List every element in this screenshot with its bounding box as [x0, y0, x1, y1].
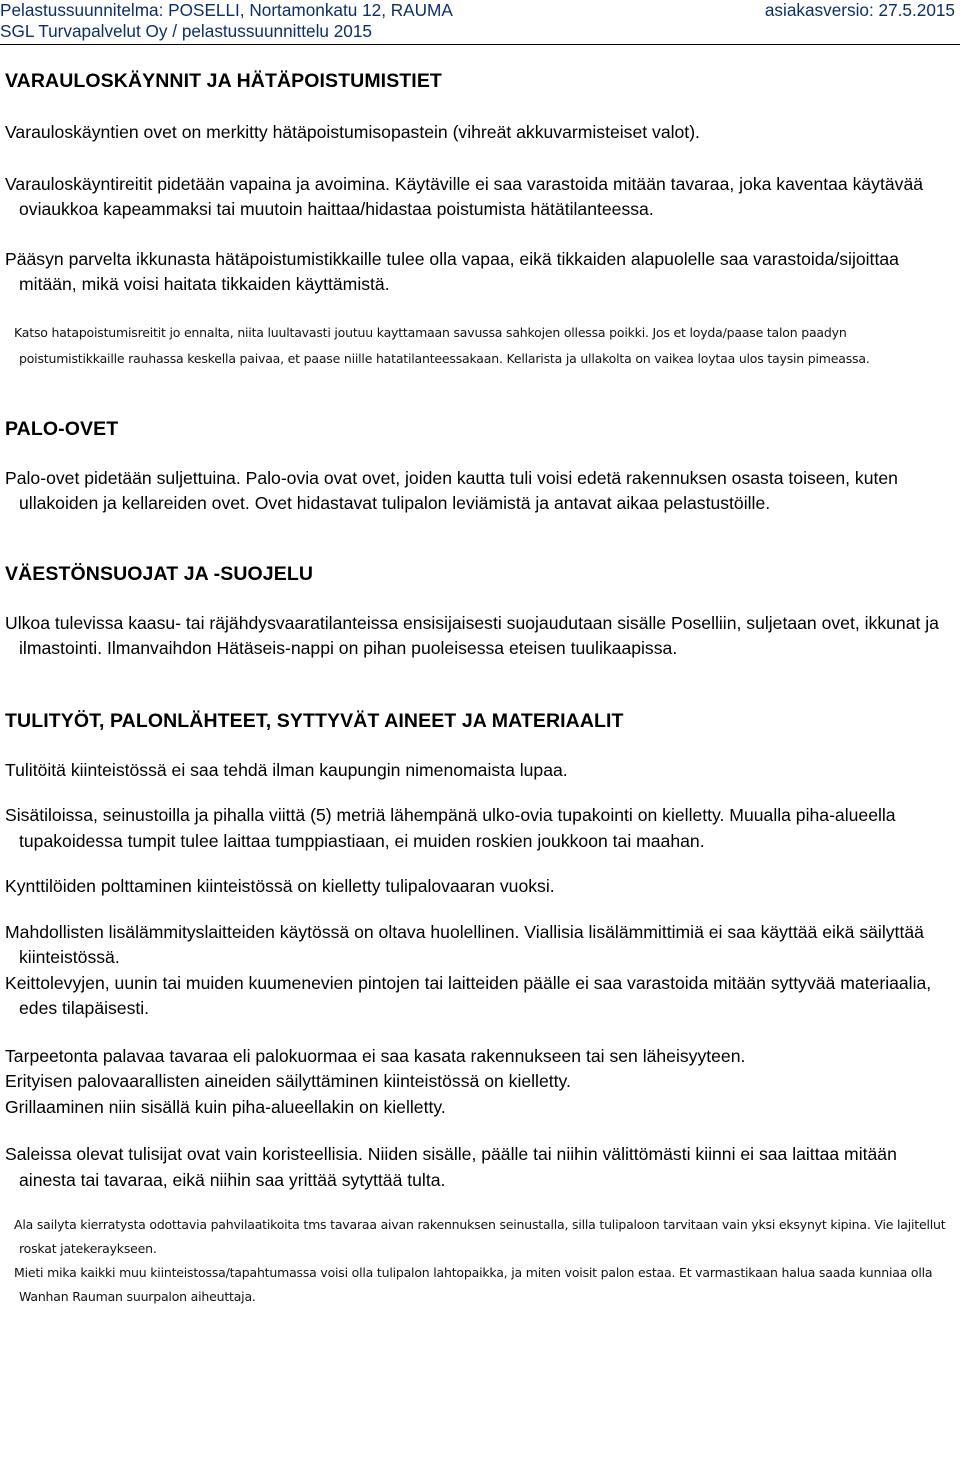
section-fire-doors	[5, 414, 955, 517]
hot-work-paragraph-2: Sisätiloissa, seinustoilla ja pihalla viittä (5) metriä lähempänä ulko-ovia tupakointi on kielletty. Muualla piha-alueella tupakoidessa tumpit tulee laittaa tumppiastiaan, ei muiden roskien joukkoon tai maahan.	[5, 805, 896, 851]
heading-fire-doors: PALO-OVET	[5, 417, 119, 440]
heading-emergency-exits: VARAULOSKÄYNNIT JA HÄTÄPOISTUMISTIET	[5, 70, 442, 92]
exits-paragraph-1: Varauloskäyntien ovet on merkitty hätäpoistumisopastein (vihreät akkuvarmisteiset valot).	[5, 122, 700, 142]
section-emergency-exits	[5, 66, 955, 372]
hot-work-paragraph-8: Grillaaminen niin sisällä kuin piha-alueellakin on kielletty.	[5, 1096, 446, 1117]
exits-paragraph-2: Varauloskäyntireitit pidetään vapaina ja avoimina. Käytäville ei saa varastoida mitään tavaraa, joka kaventaa käytävää oviaukkoa kapeammaksi tai muutoin haittaa/hidastaa poistumista hätätilanteessa.	[5, 173, 924, 219]
hot-work-paragraph-5: Keittolevyjen, uunin tai muiden kuumenevien pintojen tai laitteiden päälle ei saa varastoida mitään syttyvää materiaalia, edes tilapäisesti.	[5, 972, 932, 1018]
exits-paragraph-3: Pääsyn parvelta ikkunasta hätäpoistumistikkaille tulee olla vapaa, eikä tikkaiden alapuolelle saa varastoida/sijoittaa mitään, mikä voisi haitata tikkaiden käyttämistä.	[5, 248, 899, 294]
header-divider	[0, 44, 960, 45]
section-hot-work	[5, 706, 955, 1310]
document-body	[5, 64, 955, 1309]
hot-work-paragraph-7: Erityisen palovaarallisten aineiden säilyttäminen kiinteistössä on kielletty.	[5, 1071, 571, 1091]
hot-work-paragraph-3: Kynttilöiden polttaminen kiinteistössä on kielletty tulipalovaaran vuoksi.	[5, 876, 555, 896]
hot-work-note-2: Mieti mika kaikki muu kiinteistossa/tapahtumassa voisi olla tulipalon lahtopaikka, ja miten voisit palon estaa. Et varmastikaan halua saada kunniaa olla Wanhan Rauman suurpalon aiheuttaja.	[14, 1265, 933, 1304]
hot-work-paragraph-9: Saleissa olevat tulisijat ovat vain koristeellisia. Niiden sisälle, päälle tai niihin välittömästi kiinni ei saa laittaa mitään ainesta tai tavaraa, eikä niihin saa yrittää sytyttää tulta.	[5, 1144, 897, 1190]
page-header	[0, 0, 960, 42]
heading-civil-defence: VÄESTÖNSUOJAT JA -SUOJELU	[5, 562, 314, 585]
fire-doors-paragraph-1: Palo-ovet pidetään suljettuina. Palo-ovia ovat ovet, joiden kautta tuli voisi edetä rakennuksen osasta toiseen, kuten ullakoiden ja kellareiden ovet. Ovet hidastavat tulipalon leviämistä ja antavat aikaa pelastustöille.	[5, 467, 898, 513]
section-civil-defence	[5, 559, 955, 662]
header-document-title: Pelastussuunnitelma: POSELLI, Nortamonkatu 12, RAUMA	[0, 0, 453, 20]
hot-work-paragraph-1: Tulitöitä kiinteistössä ei saa tehdä ilman kaupungin nimenomaista lupaa.	[5, 759, 568, 780]
hot-work-paragraph-4: Mahdollisten lisälämmityslaitteiden käytössä on oltava huolellinen. Viallisia lisälämmittimiä ei saa käyttää eikä säilyttää kiinteistössä.	[5, 921, 924, 967]
hot-work-note-1: Ala sailyta kierratysta odottavia pahvilaatikoita tms tavaraa aivan rakennuksen seinustalla, silla tulipaloon tarvitaan vain yksi eksynyt kipina. Vie lajitellut roskat jatekeraykseen.	[14, 1217, 946, 1256]
civil-defence-paragraph-1: Ulkoa tulevissa kaasu- tai räjähdysvaaratilanteissa ensisijaisesti suojaudutaan sisälle Poselliin, suljetaan ovet, ikkunat ja ilmastointi. Ilmanvaihdon Hätäseis-nappi on pihan puoleisessa eteisen tuulikaapissa.	[5, 612, 939, 658]
header-version: asiakasversio: 27.5.2015	[764, 0, 955, 20]
exits-note: Katso hatapoistumisreitit jo ennalta, niita luultavasti joutuu kayttamaan savussa sahkojen ollessa poikki. Jos et loyda/paase talon paadyn poistumistikkaille rauhassa keskella paivaa, et paase niille hatatilanteessakaan. Kellarista ja ullakolta on vaikea loytaa ulos taysin pimeassa.	[14, 324, 870, 366]
hot-work-paragraph-6: Tarpeetonta palavaa tavaraa eli palokuormaa ei saa kasata rakennukseen tai sen läheisyyteen.	[5, 1045, 746, 1066]
header-author: SGL Turvapalvelut Oy / pelastussuunnittelu 2015	[0, 21, 372, 41]
heading-hot-work: TULITYÖT, PALONLÄHTEET, SYTTYVÄT AINEET JA MATERIAALIT	[5, 709, 624, 732]
